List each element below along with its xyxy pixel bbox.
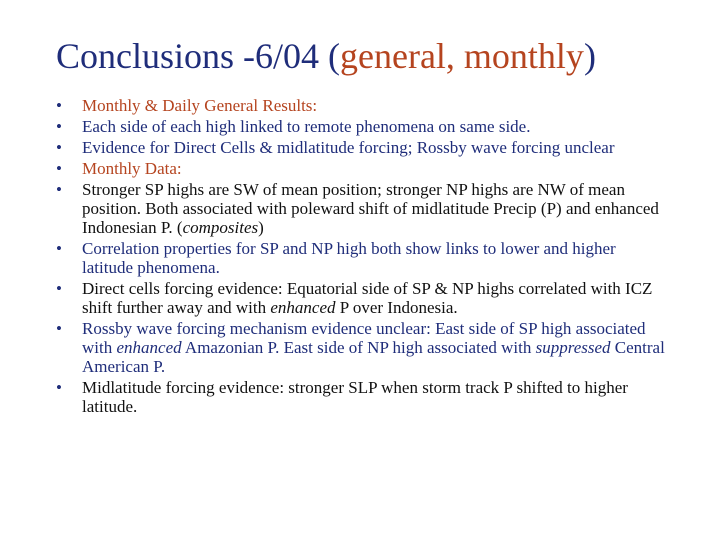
bullet-text: P over Indonesia. <box>335 298 458 317</box>
bullet-emphasis: enhanced <box>270 298 336 317</box>
bullet-item <box>56 180 666 237</box>
bullet-dot-icon: • <box>56 239 62 258</box>
bullet-item <box>56 378 666 416</box>
bullet-text: Rossby wave forcing mechanism evidence unclear: East side of SP high associated with <box>82 319 646 357</box>
slide-title <box>56 30 596 82</box>
bullet-dot-icon: • <box>56 159 62 178</box>
bullet-dot-icon: • <box>56 96 62 115</box>
bullet-item <box>56 138 666 157</box>
bullet-item <box>56 117 666 136</box>
bullet-item <box>56 239 666 277</box>
bullet-text: Direct cells forcing evidence: Equatorial side of SP & NP highs correlated with ICZ shift further away and with <box>82 279 653 317</box>
bullet-item <box>56 319 666 376</box>
bullet-text: Central American P. <box>82 338 665 376</box>
bullet-list <box>56 96 666 418</box>
bullet-text: Correlation properties for SP and NP high both show links to lower and higher latitude phenomena. <box>82 239 616 277</box>
bullet-dot-icon: • <box>56 378 62 397</box>
bullet-item <box>56 96 666 115</box>
bullet-text: Each side of each high linked to remote phenomena on same side. <box>82 117 531 136</box>
bullet-emphasis: suppressed <box>535 338 611 357</box>
bullet-emphasis: composites <box>182 218 259 237</box>
bullet-text: ) <box>258 218 264 237</box>
title-close: ) <box>583 36 596 76</box>
title-main: Conclusions -6/04 ( <box>56 36 340 76</box>
bullet-dot-icon: • <box>56 279 62 298</box>
bullet-emphasis: enhanced <box>116 338 182 357</box>
bullet-dot-icon: • <box>56 138 62 157</box>
bullet-item <box>56 279 666 317</box>
bullet-dot-icon: • <box>56 117 62 136</box>
bullet-text: Evidence for Direct Cells & midlatitude forcing; Rossby wave forcing unclear <box>82 138 615 157</box>
title-accent: general, monthly <box>340 36 584 76</box>
bullet-item <box>56 159 666 178</box>
bullet-dot-icon: • <box>56 180 62 199</box>
bullet-text: Monthly & Daily General Results: <box>82 96 318 115</box>
bullet-text: Midlatitude forcing evidence: stronger SLP when storm track P shifted to higher latitude. <box>82 378 628 416</box>
bullet-text: Amazonian P. East side of NP high associated with <box>181 338 536 357</box>
bullet-dot-icon: • <box>56 319 62 338</box>
bullet-text: Stronger SP highs are SW of mean position; stronger NP highs are NW of mean position. Both associated with poleward shift of midlatitude Precip (P) and enhanced Indonesian P. ( <box>82 180 659 237</box>
bullet-text: Monthly Data: <box>82 159 182 178</box>
